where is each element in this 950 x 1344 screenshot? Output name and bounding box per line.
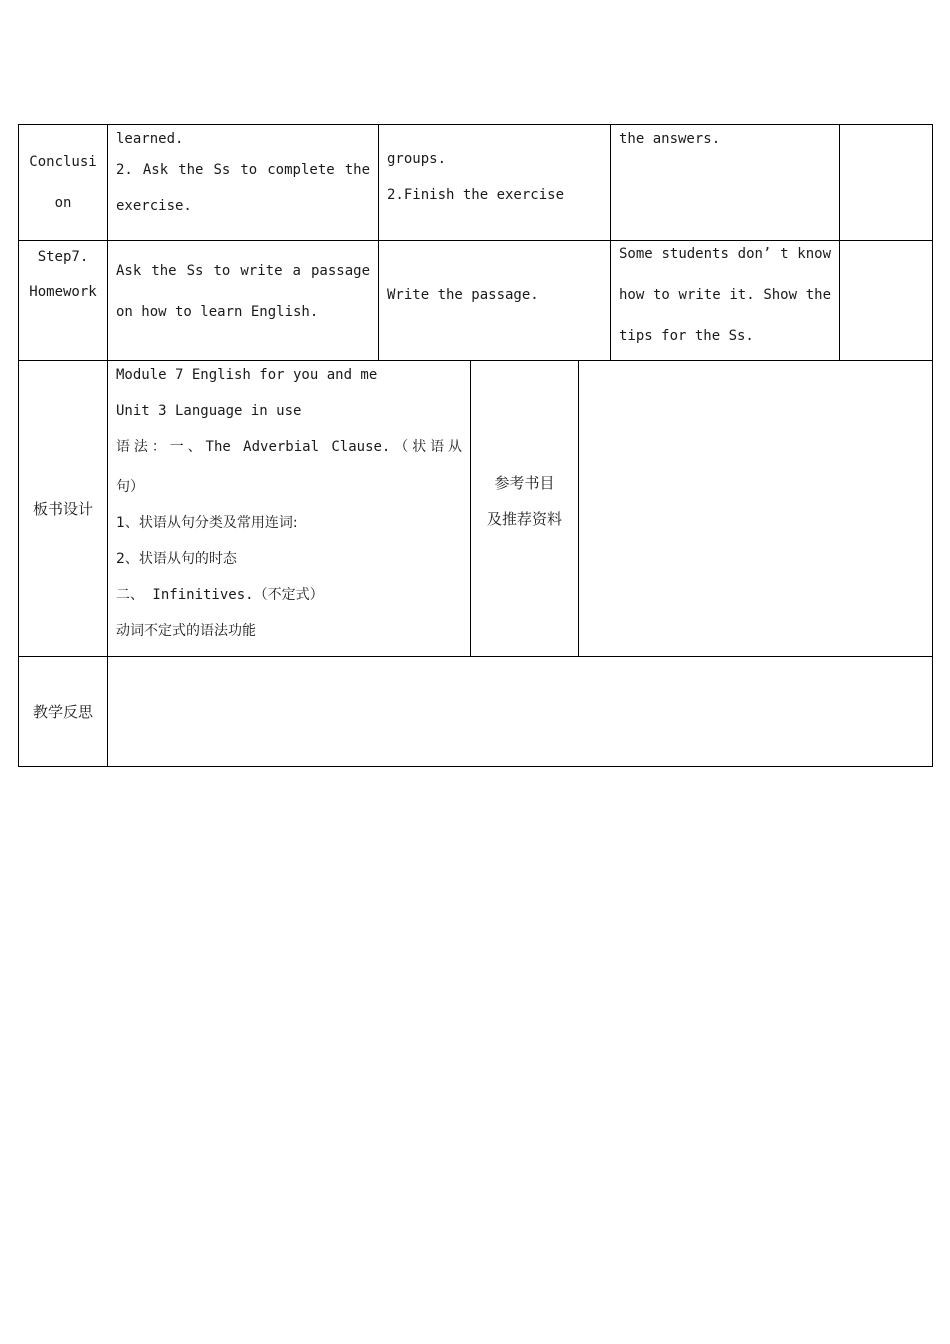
conclusion-design-note <box>611 125 840 241</box>
board-design-row <box>19 361 933 657</box>
conclusion-step-label <box>19 125 108 241</box>
design-note-line: Some students don’ t know <box>619 246 831 262</box>
step-label-line: Conclusi <box>29 153 97 170</box>
conclusion-student-activity <box>379 125 611 241</box>
step-label-line: on <box>54 194 72 211</box>
references-content <box>579 361 933 657</box>
homework-row <box>19 241 933 361</box>
board-design-label: 板书设计 <box>19 361 108 657</box>
conclusion-teacher-activity <box>108 125 379 241</box>
conclusion-row <box>19 125 933 241</box>
teacher-activity-line: exercise. <box>116 198 192 214</box>
teacher-activity-line: learned. <box>116 131 184 147</box>
teacher-activity-line: on how to learn English. <box>116 304 319 320</box>
board-design-table <box>18 360 933 767</box>
conclusion-empty-cell <box>840 125 933 241</box>
references-label-line: 参考书目 <box>494 474 555 492</box>
board-line: 2、状语从句的时态 <box>116 551 237 567</box>
homework-design-note <box>611 241 840 361</box>
reflection-row <box>19 657 933 767</box>
student-activity-line: groups. <box>387 151 447 167</box>
board-line: 语法：一、The Adverbial Clause.（状语从 <box>116 439 462 455</box>
lesson-steps-table <box>18 124 933 361</box>
board-line: 1、状语从句分类及常用连词: <box>116 515 298 531</box>
references-label <box>471 361 579 657</box>
references-label-line: 及推荐资料 <box>486 510 562 528</box>
homework-teacher-activity <box>108 241 379 361</box>
design-note-line: how to write it. Show the <box>619 287 831 303</box>
teaching-reflection-content <box>108 657 933 767</box>
board-line: 句） <box>116 479 144 495</box>
student-activity-line: Write the passage. <box>387 287 539 303</box>
step-label-line: Step7. <box>37 249 89 265</box>
board-design-content <box>108 361 471 657</box>
homework-step-label <box>19 241 108 361</box>
student-activity-line: 2.Finish the exercise <box>387 187 565 203</box>
homework-student-activity <box>379 241 611 361</box>
teacher-activity-line: Ask the Ss to write a passage <box>116 263 370 279</box>
design-note-line: tips for the Ss. <box>619 328 754 344</box>
board-line: 二、 Infinitives.（不定式） <box>116 587 324 603</box>
step-label-line: Homework <box>29 284 97 300</box>
teacher-activity-line: 2. Ask the Ss to complete the <box>116 162 370 178</box>
board-line: Module 7 English for you and me <box>116 367 378 383</box>
teaching-reflection-label: 教学反思 <box>19 657 108 767</box>
board-line: Unit 3 Language in use <box>116 403 302 419</box>
board-line: 动词不定式的语法功能 <box>116 623 256 639</box>
homework-empty-cell <box>840 241 933 361</box>
design-note-line: the answers. <box>619 131 721 147</box>
